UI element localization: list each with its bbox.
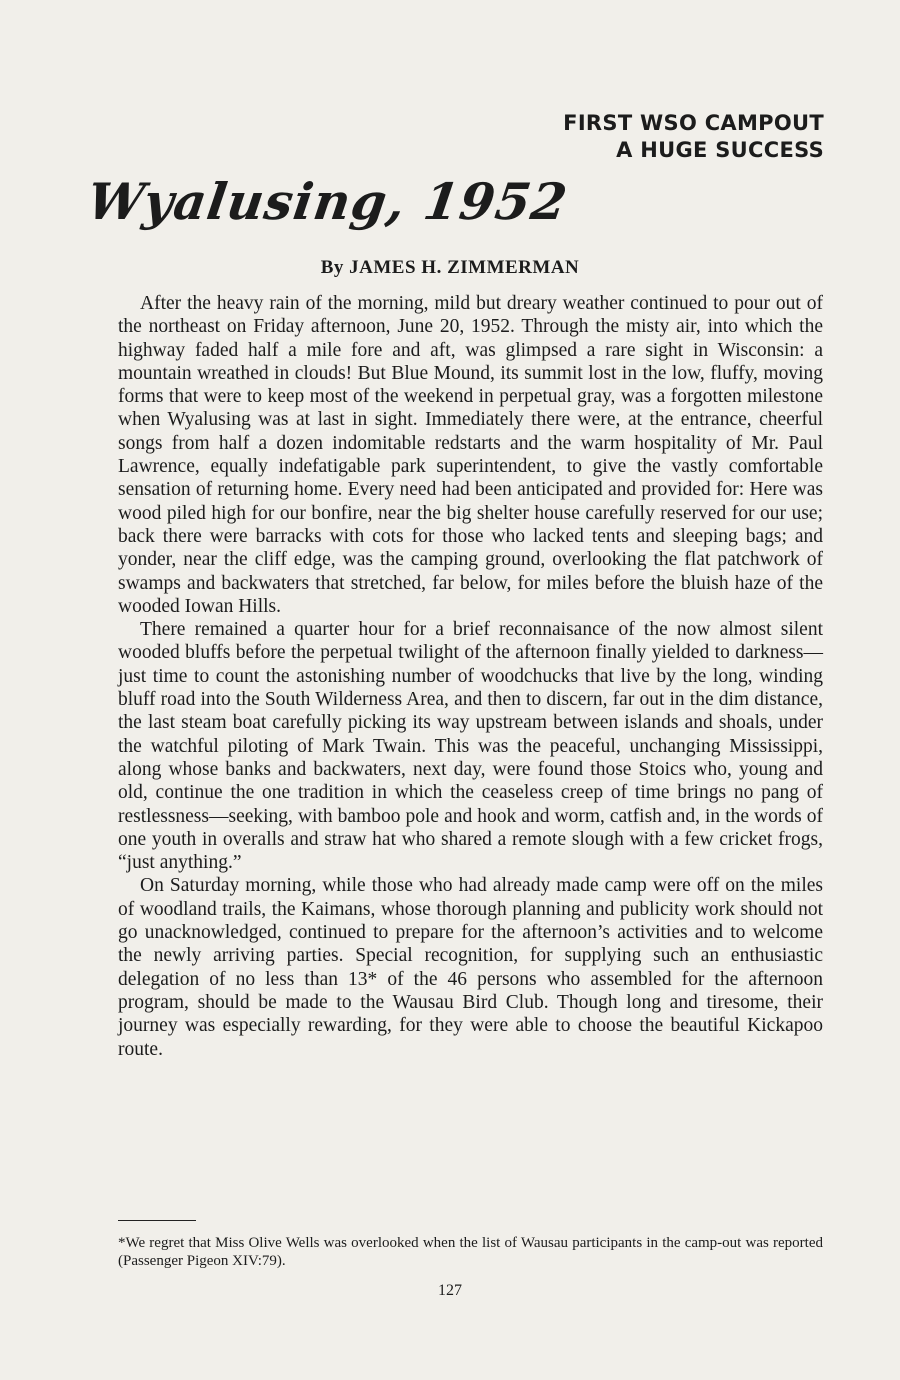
kicker-line-2: A HUGE SUCCESS xyxy=(616,138,824,162)
article-title: Wyalusing, 1952 xyxy=(83,172,572,231)
page-number: 127 xyxy=(438,1282,462,1299)
article-body xyxy=(118,292,823,1061)
paragraph-1: After the heavy rain of the morning, mild but dreary weather continued to pour out of the northeast on Friday afternoon, June 20, 1952. Through the misty air, into which the highway faded half a mile fore and aft, was glimpsed a rare sight in Wisconsin: a mountain wreathed in clouds! But Blue Mound, its summit lost in the low, fluffy, moving forms that were to keep most of the weekend in perpetual gray, was a forgotten milestone when Wyalusing was at last in sight. Immediately there were, at the entrance, cheerful songs from half a dozen indomitable redstarts and the warm hospitality of Mr. Paul Lawrence, equally indefatigable park superintendent, to give the vastly comfortable sensation of returning home. Every need had been anticipated and provided for: Here was wood piled high for our bonfire, near the big shelter house carefully reserved for our use; back there were barracks with cots for those who lacked tents and sleeping bags; and yonder, near the cliff edge, was the camping ground, overlooking the flat patchwork of swamps and backwaters that stretched, far below, for miles before the bluish haze of the wooded Iowan Hills. xyxy=(118,293,823,617)
paragraph-3: On Saturday morning, while those who had already made camp were off on the miles of woodland trails, the Kaimans, whose thorough planning and publicity work should not go unacknowledged, continued to prepare for the afternoon’s activities and to welcome the newly arriving parties. Special recognition, for supplying such an enthusiastic delegation of no less than 13* of the 46 persons who assembled for the afternoon program, should be made to the Wausau Bird Club. Though long and tiresome, their journey was especially rewarding, for they were able to choose the beautiful Kickapoo route. xyxy=(118,875,823,1060)
byline xyxy=(0,257,900,279)
byline-author: JAMES H. ZIMMERMAN xyxy=(349,257,580,278)
footnote: *We regret that Miss Olive Wells was overlooked when the list of Wausau participants in the camp-out was reported (Passenger Pigeon XIV:79). xyxy=(118,1235,823,1269)
paragraph-2: There remained a quarter hour for a brief reconnaisance of the now almost silent wooded bluffs before the perpetual twilight of the afternoon finally yielded to darkness—just time to count the astonishing number of woodchucks that live by the long, winding bluff road into the South Wilderness Area, and then to discern, far out in the dim distance, the last steam boat carefully picking its way upstream between islands and shoals, under the watchful piloting of Mark Twain. This was the peaceful, unchanging Mississippi, along whose banks and backwaters, next day, were found those Stoics who, young and old, continue the one tradition in which the ceaseless creep of time brings no pang of restlessness—seeking, with bamboo pole and hook and worm, catfish and, in the words of one youth in overalls and straw hat who shared a remote slough with a few cricket frogs, “just anything.” xyxy=(118,619,823,874)
footnote-divider xyxy=(118,1220,196,1221)
byline-prefix: By xyxy=(320,257,344,278)
kicker-line-1: FIRST WSO CAMPOUT xyxy=(563,111,824,135)
headline-kicker xyxy=(563,110,824,164)
